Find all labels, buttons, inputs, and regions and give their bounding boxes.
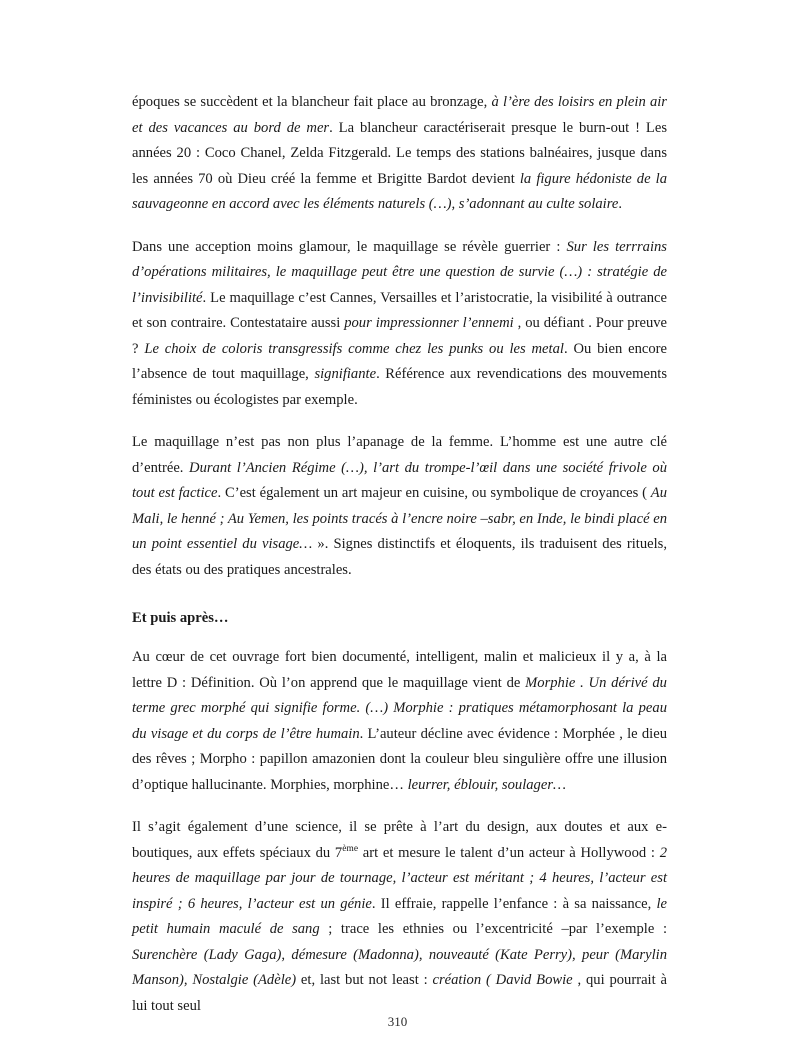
text-run: et, last but not least : <box>296 972 433 988</box>
text-run: . Référence aux revendications des mouvements féministes ou écologistes par exemple. <box>132 366 668 408</box>
italic-run: Morphie . Un dérivé du terme grec morphé qui signifie forme. (…) Morphie : pratiques métamorphosant la peau du visage et du corps de l’être humain <box>132 674 667 742</box>
page-body <box>132 90 667 1019</box>
text-run: , ou défiant . Pour preuve ? <box>132 315 668 357</box>
text-run: . Il effraie, rappelle l’enfance : à sa naissance, <box>371 895 657 912</box>
italic-run: la figure hédoniste de la sauvageonne en accord avec les éléments naturels (…), s’adonnant au culte solaire <box>132 170 667 212</box>
italic-run: pour impressionner l’ennemi <box>344 315 514 331</box>
text-run: art et mesure le talent d’un acteur à Hollywood : <box>358 844 660 861</box>
text-run: . C’est également un art majeur en cuisine, ou symbolique de croyances ( <box>217 485 651 501</box>
text-run: . Ou bien encore l’absence de tout maquillage, <box>132 340 667 382</box>
text-run: . La blancheur caractériserait presque le burn-out ! Les années 20 : Coco Chanel, Zelda Fitzgerald. Le temps des stations balnéaires, jusque dans les années 70 où Dieu créé la femme et Brigitte Bardot devient <box>132 119 668 187</box>
paragraph-5 <box>132 815 667 1019</box>
ordinal-superscript: ème <box>342 843 359 854</box>
text-run: Il s’agit également d’une science, il se prête à l’art du design, aux doutes et aux e-boutiques, aux effets spéciaux du 7 <box>132 819 667 861</box>
page-number: 310 <box>387 1014 408 1029</box>
text-run: Dans une acception moins glamour, le maquillage se révèle guerrier : <box>132 238 567 255</box>
italic-run: Sur les terrrains d’opérations militaires, le maquillage peut être une question de survie (…) : stratégie de l’invisibilité <box>132 238 667 306</box>
section-subheading: Et puis après… <box>132 610 229 626</box>
paragraph-2 <box>132 235 667 414</box>
italic-run: Le choix de coloris transgressifs comme chez les punks ou les metal <box>144 340 564 357</box>
text-run: ». Signes distinctifs et éloquents, ils traduisent des rituels, des états ou des pratiques ancestrales. <box>132 536 667 578</box>
italic-run: Durant l’Ancien Régime (…), l’art du trompe-l’œil dans une société frivole où tout est factice <box>132 459 667 501</box>
text-run: . L’auteur décline avec évidence : Morphée , le dieu des rêves ; Morpho : papillon amazonien dont la couleur bleu singulière offre une illusion d’optique hallucinante. Morphies, morphine… <box>132 725 667 793</box>
italic-run: signifiante <box>314 366 377 382</box>
italic-run: à l’ère des loisirs en plein air et des vacances au bord de mer <box>132 94 667 136</box>
text-run: Au cœur de cet ouvrage fort bien documenté, intelligent, malin et malicieux il y a, à la lettre D : Définition. Où l’on apprend que le maquillage vient de <box>132 649 667 691</box>
text-run: . Le maquillage c’est Cannes, Versailles et l’aristocratie, la visibilité à outrance et son contraire. Contestataire aussi <box>132 289 667 331</box>
paragraph-3 <box>132 430 667 583</box>
paragraph-1 <box>132 90 667 218</box>
italic-run: Surenchère (Lady Gaga), démesure (Madonna), nouveauté (Kate Perry), peur (Marylin Manson), Nostalgie (Adèle) <box>132 946 667 988</box>
text-run: époques se succèdent et la blancheur fait place au bronzage, <box>132 94 492 110</box>
text-run: ; trace les ethnies ou l’excentricité –par l’exemple : <box>319 921 667 937</box>
text-run: Le maquillage n’est pas non plus l’apanage de la femme. L’homme est une autre clé d’entrée. <box>132 434 667 476</box>
italic-run: Au Mali, le henné ; Au Yemen, les points tracés à l’encre noire –sabr, en Inde, le bindi placé en un point essentiel du visage… <box>132 485 668 552</box>
italic-run: leurrer, éblouir, soulager… <box>407 776 566 793</box>
paragraph-4 <box>132 645 667 798</box>
italic-run: 2 heures de maquillage par jour de tournage, l’acteur est méritant ; 4 heures, l’acteur est inspiré ; 6 heures, l’acteur est un génie <box>132 844 667 912</box>
italic-run: le petit humain maculé de sang <box>132 895 667 937</box>
italic-run: création ( David Bowie <box>432 972 573 988</box>
text-run: . <box>618 196 622 212</box>
text-run: , qui pourrait à lui tout seul <box>132 972 667 1014</box>
